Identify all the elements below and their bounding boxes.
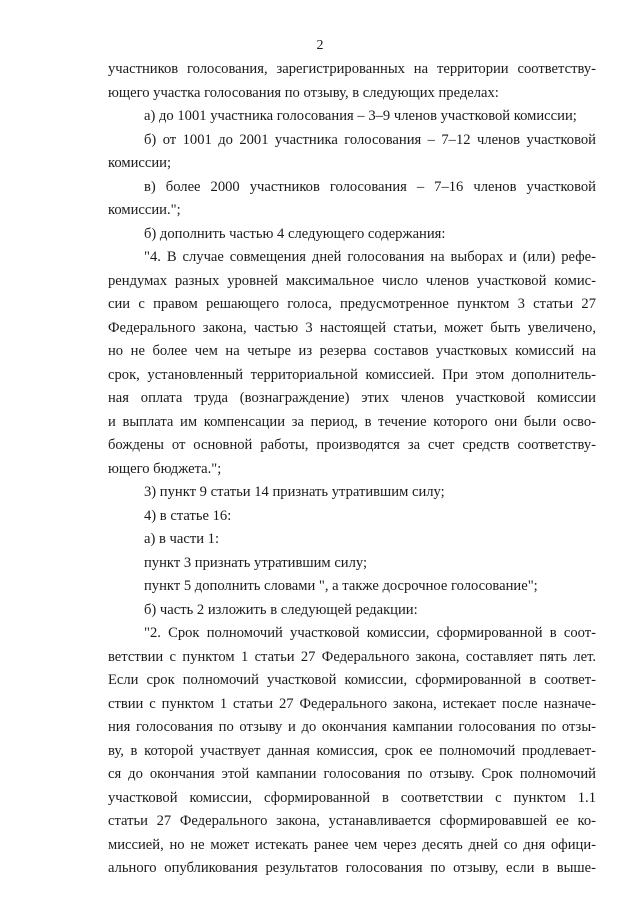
text-line: комиссии.";: [108, 202, 181, 218]
text-line: Если срок полномочий участковой комиссии, сформированной в соответ-: [108, 672, 596, 688]
text-line: "2. Срок полномочий участковой комиссии, сформированной в соот-: [144, 625, 596, 641]
text-line: сии с правом решающего голоса, предусмотренное пунктом 3 статьи 27: [108, 296, 596, 312]
text-line: в) более 2000 участников голосования – 7–16 членов участковой: [144, 178, 596, 195]
text-line: б) часть 2 изложить в следующей редакции:: [144, 601, 418, 618]
text-line: но не более чем на четыре из резерва составов участковых комиссий на: [108, 343, 596, 359]
text-line: миссией, но не может истекать ранее чем через десять дней со дня офици-: [108, 836, 596, 853]
text-line: пункт 5 дополнить словами ", а также досрочное голосование";: [144, 578, 538, 594]
text-line: бождены от основной работы, производятся за счет средств соответству-: [108, 437, 596, 453]
text-line: а) до 1001 участника голосования – 3–9 членов участковой комиссии;: [144, 108, 577, 124]
text-line: комиссии;: [108, 155, 172, 171]
text-line: ния голосования по отзыву и до окончания кампании голосования по отзы-: [108, 719, 596, 735]
text-line: и выплата им компенсации за период, в течение которого они были осво-: [108, 413, 596, 430]
text-line: ся до окончания этой кампании голосования по отзыву. Срок полномочий: [108, 766, 596, 782]
document-body: [108, 58, 596, 881]
text-line: Федерального закона, частью 3 настоящей статьи, может быть увеличено,: [108, 319, 596, 336]
text-line: ная оплата труда (вознаграждение) этих членов участковой комиссии: [108, 390, 596, 406]
text-line: срок, установленный территориальной комиссией. При этом дополнитель-: [108, 366, 596, 383]
text-line: пункт 3 признать утратившим силу;: [144, 554, 368, 571]
text-line: ветствии с пунктом 1 статьи 27 Федерального закона, составляет пять лет.: [108, 648, 596, 665]
text-line: статьи 27 Федерального закона, устанавливается сформировавшей ее ко-: [108, 813, 596, 829]
text-line: ального опубликования результатов голосования по отзыву, если в выше-: [108, 860, 596, 876]
text-line: б) от 1001 до 2001 участника голосования – 7–12 членов участковой: [144, 131, 596, 148]
text-line: ющего участка голосования по отзыву, в следующих пределах:: [108, 84, 499, 101]
text-line: ющего бюджета.";: [108, 460, 222, 477]
text-line: а) в части 1:: [144, 531, 220, 547]
text-line: рендумах разных уровней максимальное число членов участковой комис-: [108, 272, 596, 289]
text-line: ствии с пунктом 1 статьи 27 Федерального закона, истекает после назначе-: [108, 695, 596, 712]
text-line: участников голосования, зарегистрированных на территории соответству-: [108, 61, 596, 77]
page-number: 2: [316, 38, 324, 53]
text-line: 3) пункт 9 статьи 14 признать утратившим силу;: [144, 484, 445, 500]
text-line: 4) в статье 16:: [144, 507, 232, 524]
text-line: б) дополнить частью 4 следующего содержания:: [144, 225, 446, 242]
text-line: "4. В случае совмещения дней голосования на выборах и (или) рефе-: [144, 249, 596, 265]
text-line: участковой комиссии, сформированной в соответствии с пунктом 1.1: [108, 789, 596, 806]
text-line: ву, в которой участвует данная комиссия, срок ее полномочий продлевает-: [108, 742, 596, 759]
